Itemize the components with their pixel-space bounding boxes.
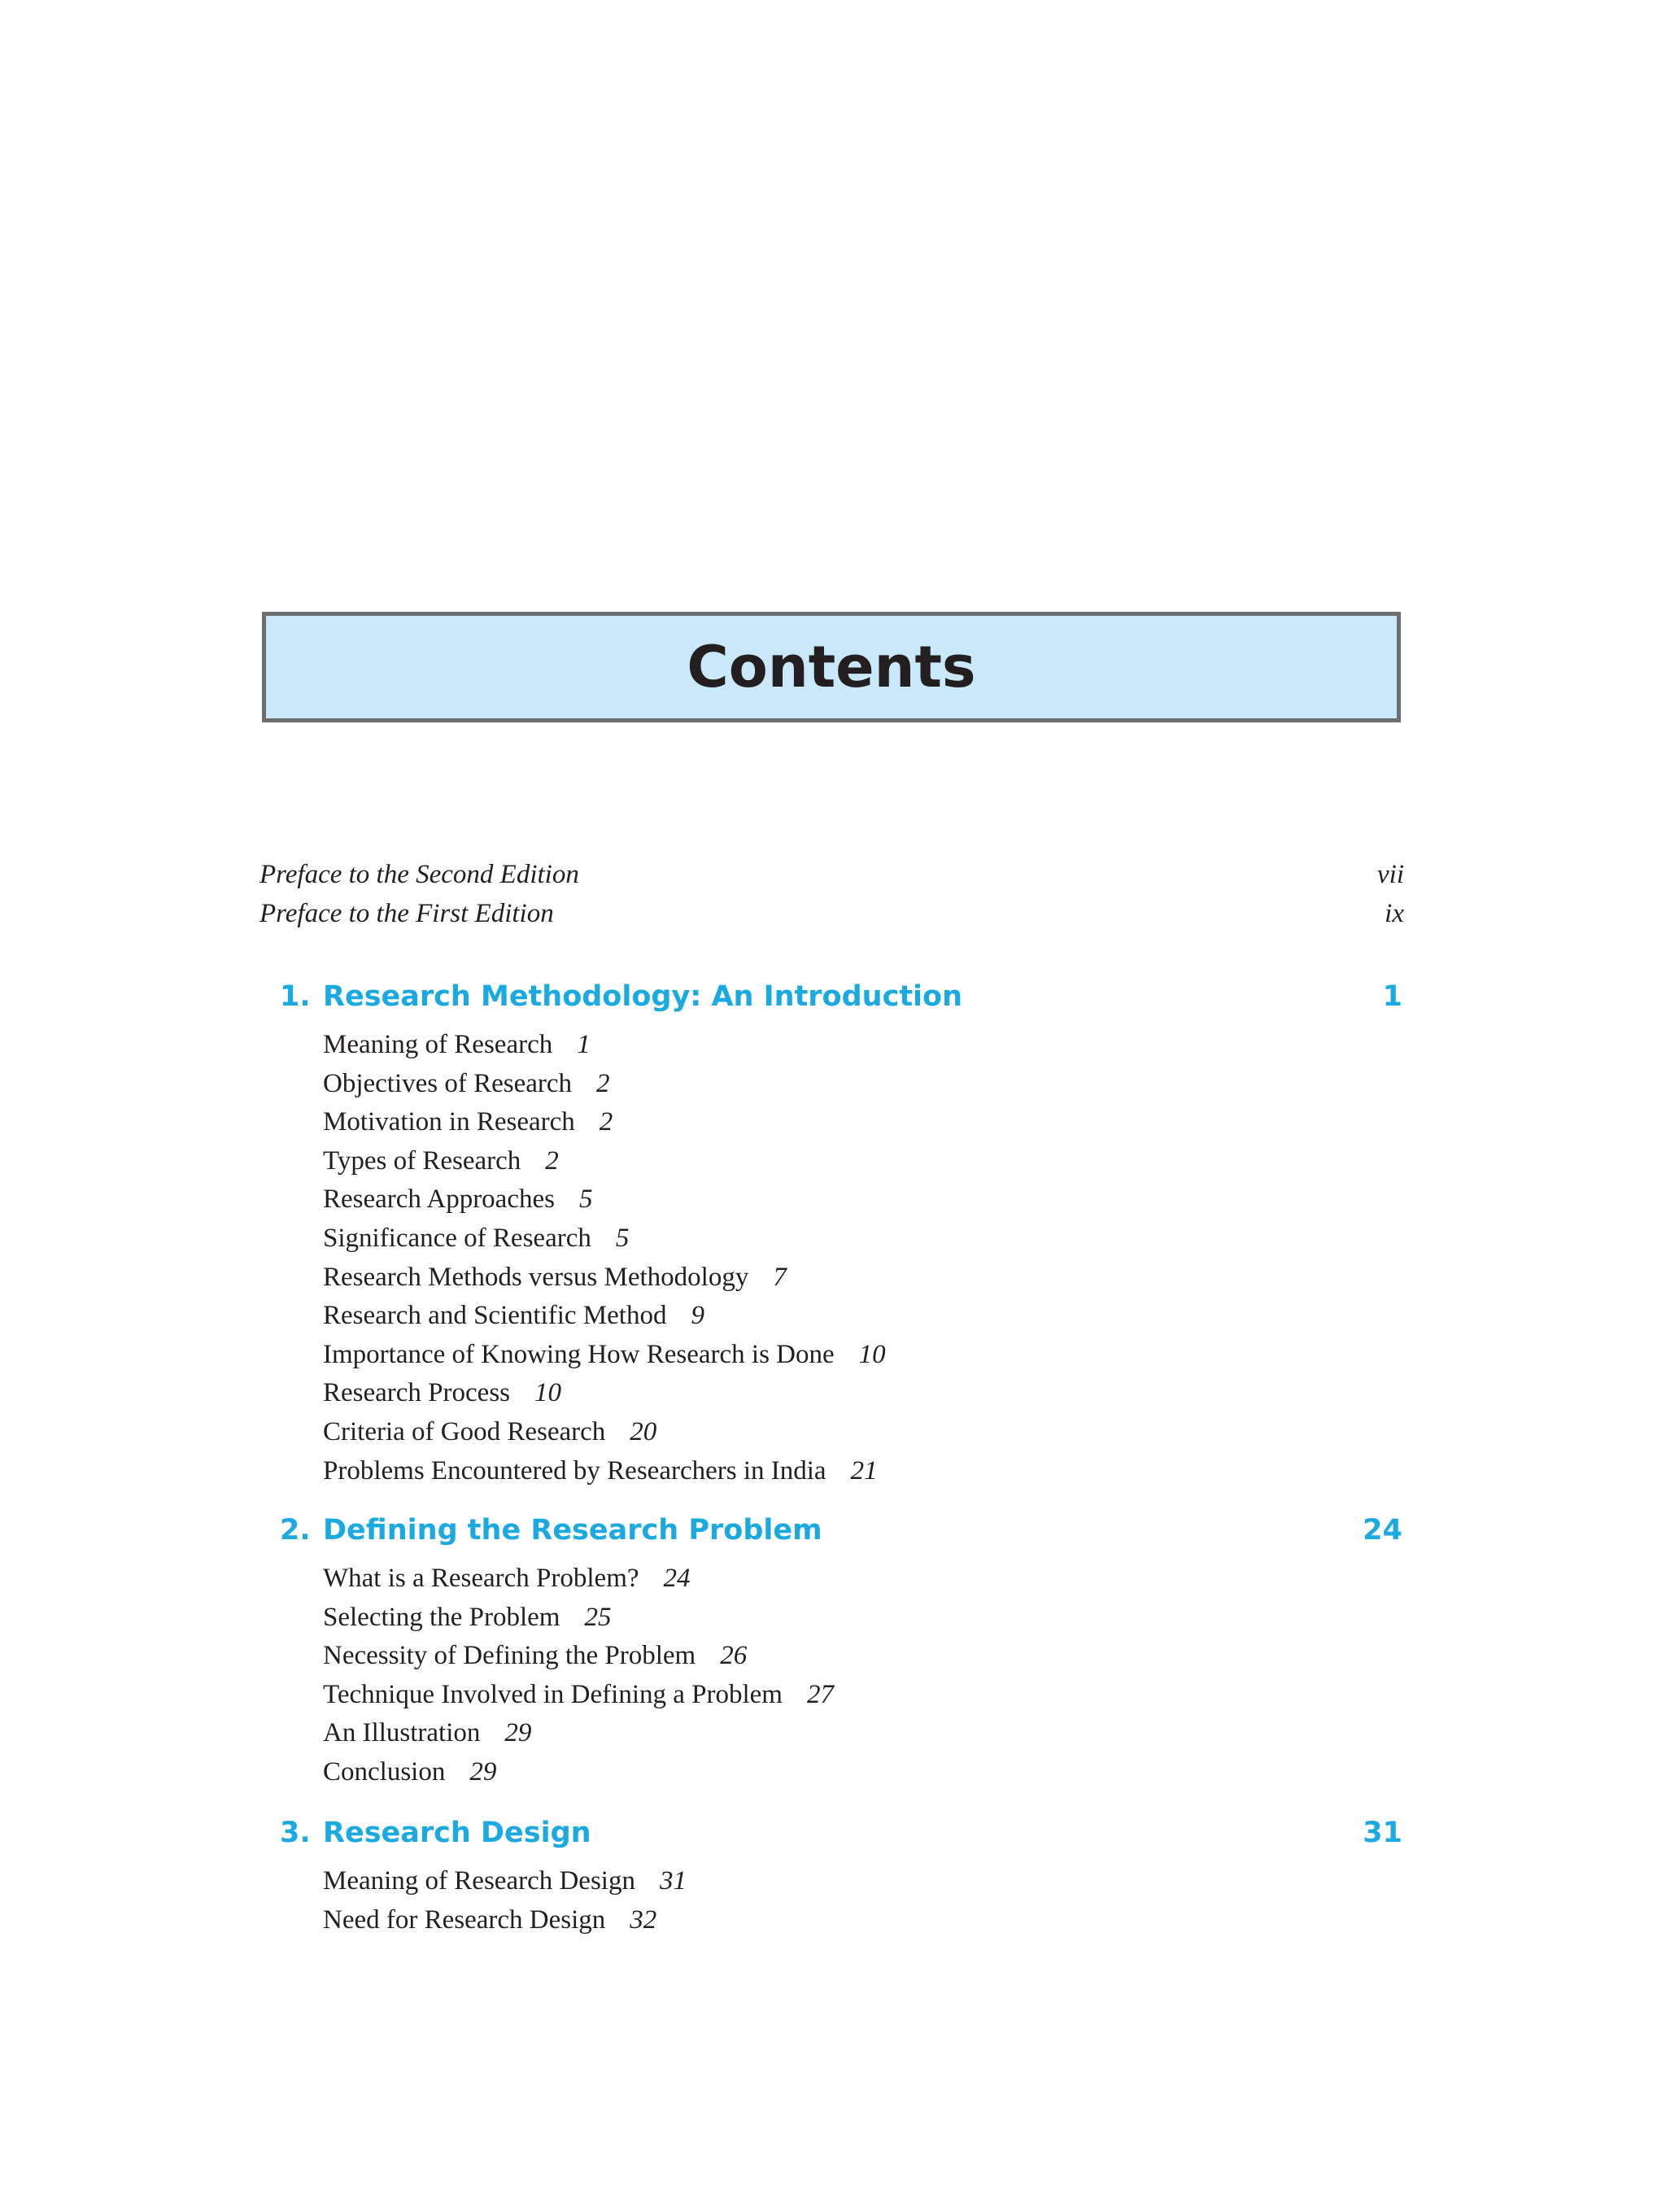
- section-page-number: 24: [663, 1564, 691, 1593]
- section-title: Need for Research Design: [323, 1904, 606, 1935]
- section-entry[interactable]: [0, 1026, 1666, 1065]
- chapter-title: Defining the Research Problem: [323, 1514, 822, 1547]
- section-entry[interactable]: [0, 1065, 1666, 1104]
- chapter-page-number: 31: [1363, 1817, 1402, 1849]
- preface-label: Preface to the Second Edition: [259, 860, 579, 889]
- preface-label: Preface to the First Edition: [259, 899, 554, 928]
- chapter-2: [0, 1514, 1666, 1792]
- chapter-heading[interactable]: [0, 1514, 1666, 1560]
- chapter-heading[interactable]: [0, 980, 1666, 1026]
- section-page-number: 5: [578, 1185, 593, 1215]
- section-title: Significance of Research: [323, 1223, 591, 1253]
- chapter-1: [0, 980, 1666, 1490]
- section-title: Research Methods versus Methodology: [323, 1262, 749, 1292]
- section-title: Meaning of Research: [323, 1030, 553, 1059]
- section-entry[interactable]: [0, 1336, 1666, 1375]
- section-title: Objectives of Research: [323, 1068, 573, 1098]
- chapter-number: 1.: [280, 980, 311, 1013]
- section-title: Motivation in Research: [323, 1107, 575, 1137]
- chapter-page-number: 24: [1363, 1514, 1402, 1547]
- chapter-number: 2.: [280, 1514, 311, 1547]
- section-page-number: 7: [773, 1262, 787, 1292]
- preface-entry[interactable]: [259, 860, 1404, 899]
- section-page-number: 10: [858, 1339, 886, 1369]
- section-entry[interactable]: [0, 1297, 1666, 1336]
- section-page-number: 21: [850, 1455, 878, 1486]
- section-title: Importance of Knowing How Research is Done: [323, 1339, 835, 1369]
- chapter-page-number: 1: [1382, 980, 1402, 1013]
- section-entry[interactable]: [0, 1599, 1666, 1638]
- preface-page-number: ix: [1385, 899, 1404, 928]
- chapter-title: Research Methodology: An Introduction: [323, 980, 963, 1013]
- section-page-number: 10: [534, 1378, 562, 1408]
- section-title: Meaning of Research Design: [323, 1866, 635, 1896]
- section-entry[interactable]: [0, 1714, 1666, 1753]
- section-entry[interactable]: [0, 1452, 1666, 1491]
- section-page-number: 27: [806, 1679, 834, 1709]
- section-title: Problems Encountered by Researchers in India: [323, 1455, 826, 1486]
- section-page-number: 29: [469, 1756, 497, 1787]
- section-title: Research Process: [323, 1378, 511, 1408]
- chapter-number: 3.: [280, 1817, 311, 1849]
- section-entry[interactable]: [0, 1560, 1666, 1599]
- section-entry[interactable]: [0, 1180, 1666, 1219]
- section-page-number: 32: [630, 1904, 657, 1935]
- page-title: Contents: [687, 634, 976, 700]
- section-page-number: 1: [577, 1030, 591, 1059]
- section-title: Criteria of Good Research: [323, 1416, 606, 1446]
- chapter-3: [0, 1817, 1666, 1939]
- section-page-number: 25: [584, 1602, 612, 1632]
- section-entry[interactable]: [0, 1103, 1666, 1142]
- contents-title-box: [262, 612, 1401, 722]
- section-entry[interactable]: [0, 1374, 1666, 1413]
- chapter-heading[interactable]: [0, 1817, 1666, 1862]
- section-page-number: 9: [691, 1301, 704, 1331]
- section-title: Research Approaches: [323, 1185, 555, 1215]
- chapter-title: Research Design: [323, 1817, 591, 1849]
- preface-entry[interactable]: [259, 899, 1404, 938]
- section-page-number: 2: [599, 1107, 613, 1137]
- section-entry[interactable]: [0, 1413, 1666, 1452]
- section-entry[interactable]: [0, 1637, 1666, 1676]
- section-entry[interactable]: [0, 1676, 1666, 1715]
- section-page-number: 29: [504, 1718, 532, 1748]
- preface-page-number: vii: [1377, 860, 1404, 889]
- section-page-number: 20: [630, 1416, 657, 1446]
- section-page-number: 31: [659, 1866, 687, 1896]
- section-title: Conclusion: [323, 1756, 446, 1787]
- section-page-number: 2: [545, 1145, 559, 1176]
- section-entry[interactable]: [0, 1753, 1666, 1792]
- section-page-number: 26: [720, 1641, 748, 1671]
- section-entry[interactable]: [0, 1142, 1666, 1181]
- section-entry[interactable]: [0, 1862, 1666, 1901]
- section-page-number: 5: [615, 1223, 630, 1253]
- section-title: Selecting the Problem: [323, 1602, 560, 1632]
- section-entry[interactable]: [0, 1901, 1666, 1940]
- section-title: Research and Scientific Method: [323, 1301, 667, 1331]
- section-title: Necessity of Defining the Problem: [323, 1641, 696, 1671]
- section-title: Technique Involved in Defining a Problem: [323, 1679, 783, 1709]
- section-entry[interactable]: [0, 1259, 1666, 1298]
- section-title: An Illustration: [323, 1718, 481, 1748]
- section-title: What is a Research Problem?: [323, 1564, 639, 1593]
- section-entry[interactable]: [0, 1219, 1666, 1259]
- section-title: Types of Research: [323, 1145, 521, 1176]
- section-page-number: 2: [596, 1068, 610, 1098]
